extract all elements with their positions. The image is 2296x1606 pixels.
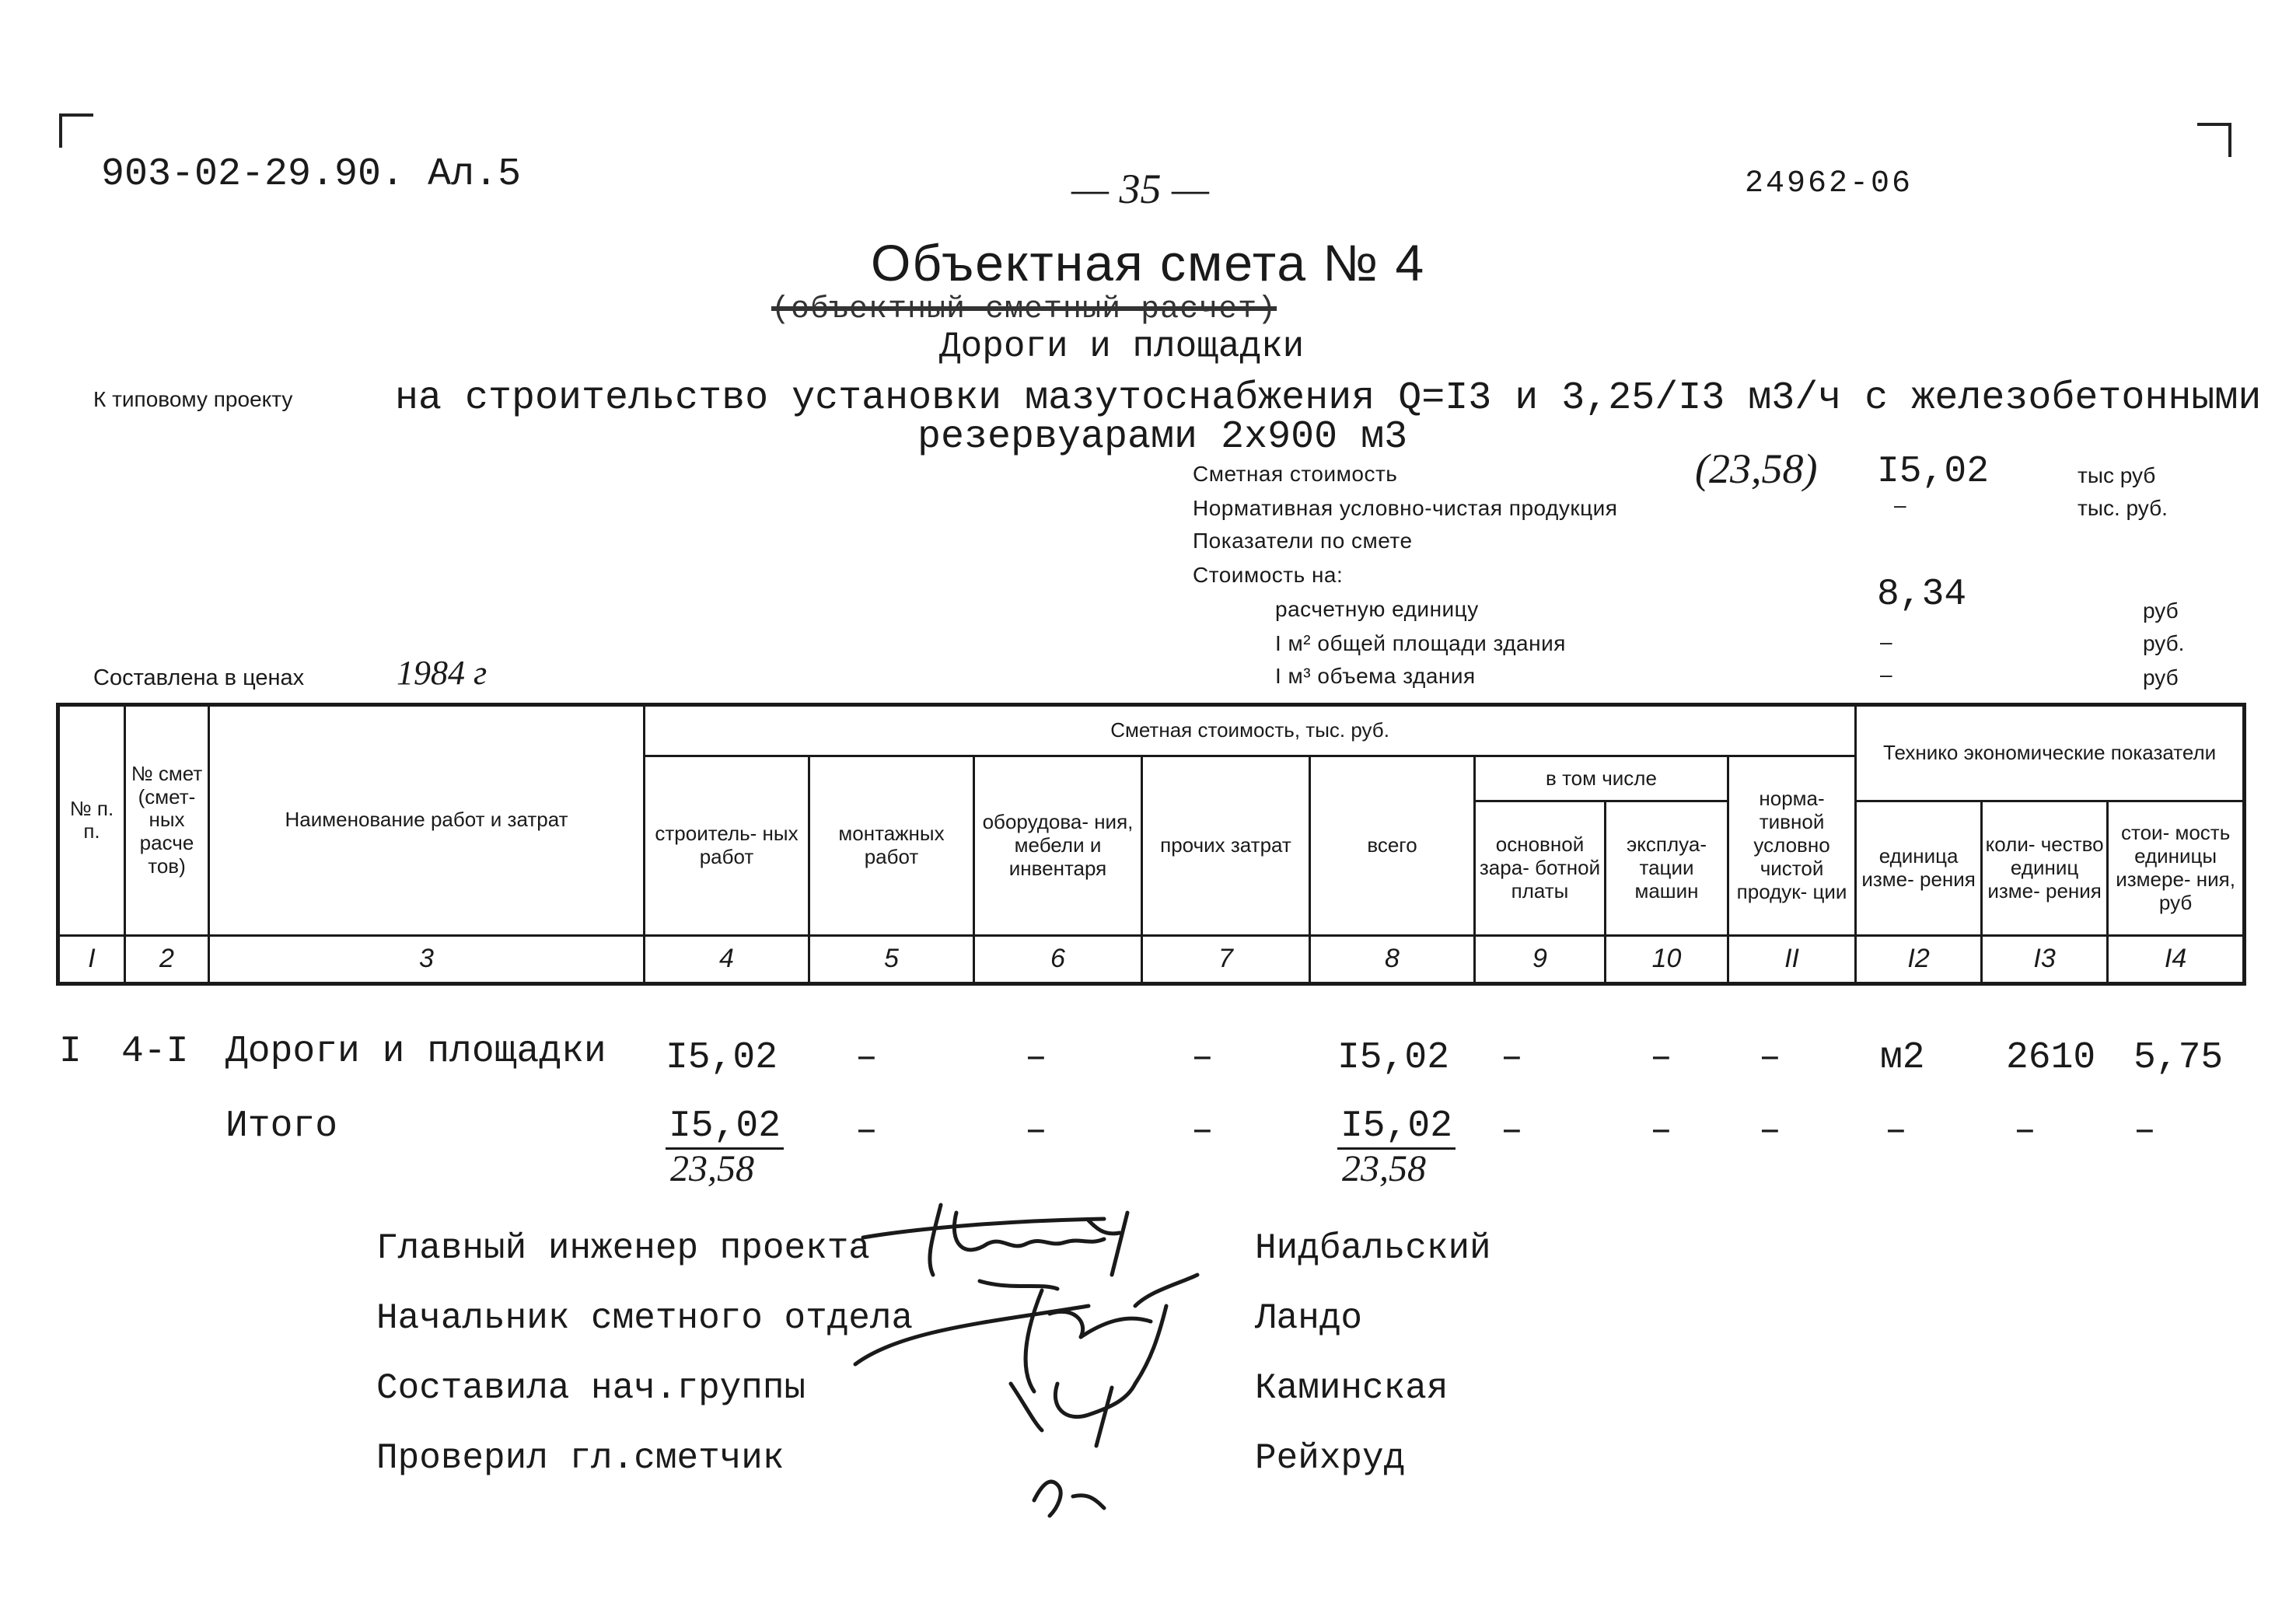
cost-handwritten: (23,58): [1695, 445, 1818, 492]
project-label: К типовому проекту: [93, 387, 293, 411]
header-machines: эксплуа- тации машин: [1606, 801, 1728, 935]
estimate-subtitle: Дороги и площадки: [939, 326, 1305, 367]
column-number: 7: [1142, 935, 1310, 983]
header-wages: основной зара- ботной платы: [1475, 801, 1606, 935]
column-number: I2: [1856, 935, 1982, 983]
signature-name: Ландо: [1255, 1298, 1363, 1339]
totals-unit: –: [1885, 1110, 1907, 1152]
row-unit: м2: [1880, 1037, 1925, 1079]
cost-label: Сметная стоимость: [1193, 462, 1398, 486]
header-including: в том числе: [1475, 756, 1728, 801]
per-area-label: I м² общей площади здания: [1275, 631, 1566, 655]
totals-total-handwritten: 23,58: [1342, 1148, 1426, 1189]
signature-role: Составила нач.группы: [376, 1368, 806, 1409]
signature-role: Начальник сметного отдела: [376, 1298, 914, 1339]
header-total: всего: [1310, 756, 1475, 936]
cost-unit: тыс руб: [2078, 463, 2156, 487]
column-number: 9: [1475, 935, 1606, 983]
totals-construction: I5,02: [666, 1105, 784, 1150]
column-number: II: [1728, 935, 1856, 983]
row-installation: –: [855, 1037, 878, 1079]
prices-label: Составлена в ценах: [93, 665, 305, 690]
row-name: Дороги и площадки: [225, 1031, 606, 1073]
column-number: 3: [209, 935, 645, 983]
document-number: 903-02-29.90. Ал.5: [101, 152, 522, 197]
header-construction: строитель- ных работ: [645, 756, 809, 936]
project-description-line-2: резервуарами 2х900 м3: [917, 415, 1408, 459]
column-number: I4: [2108, 935, 2245, 983]
cost-per-label: Стоимость на:: [1193, 563, 1344, 587]
normative-unit: тыс. руб.: [2078, 496, 2168, 520]
prices-year: 1984 г: [397, 654, 488, 692]
row-unit-cost: 5,75: [2133, 1037, 2224, 1079]
header-normative: норма- тивной условно чистой продук- ции: [1728, 756, 1856, 936]
corner-mark-top-right: [2197, 123, 2231, 157]
totals-equipment: –: [1025, 1110, 1047, 1152]
per-area-unit: руб.: [2143, 631, 2185, 655]
crossed-out-subtitle: (объектный сметный расчет): [771, 292, 1277, 327]
per-volume-value: –: [1880, 662, 1893, 686]
archive-number: 24962-06: [1745, 166, 1913, 201]
row-other: –: [1191, 1037, 1214, 1079]
signature-name: Нидбальский: [1255, 1228, 1491, 1269]
per-volume-unit: руб: [2143, 665, 2179, 690]
page-number: — 35 —: [1071, 166, 1210, 212]
totals-machines: –: [1650, 1110, 1672, 1152]
column-number: 5: [809, 935, 974, 983]
per-volume-label: I м³ объема здания: [1275, 664, 1476, 688]
row-normative: –: [1759, 1037, 1781, 1079]
column-number: I3: [1982, 935, 2108, 983]
header-quantity: коли- чество единиц изме- рения: [1982, 801, 2108, 935]
row-estimate-num: 4-I: [121, 1031, 189, 1073]
per-area-value: –: [1880, 630, 1893, 654]
header-unit: единица изме- рения: [1856, 801, 1982, 935]
header-estimate-num: № смет (смет- ных расче тов): [125, 705, 209, 936]
signature-role: Главный инженер проекта: [376, 1228, 870, 1269]
handwritten-signatures: [855, 1189, 1244, 1531]
column-number: 6: [974, 935, 1142, 983]
corner-mark-top-left: [59, 113, 93, 148]
signature-name: Каминская: [1255, 1368, 1449, 1409]
column-number: 2: [125, 935, 209, 983]
header-num: № п. п.: [58, 705, 125, 936]
column-number: 10: [1606, 935, 1728, 983]
row-quantity: 2610: [2006, 1037, 2096, 1079]
totals-normative: –: [1759, 1110, 1781, 1152]
header-equipment: оборудова- ния, мебели и инвентаря: [974, 756, 1142, 936]
row-equipment: –: [1025, 1037, 1047, 1079]
per-unit-label: расчетную единицу: [1275, 597, 1479, 621]
column-number: 4: [645, 935, 809, 983]
header-cost-group: Сметная стоимость, тыс. руб.: [645, 705, 1856, 756]
row-construction: I5,02: [666, 1037, 778, 1079]
cost-value: I5,02: [1877, 451, 1990, 493]
totals-label: Итого: [225, 1105, 338, 1147]
totals-quantity: –: [2014, 1110, 2036, 1152]
totals-construction-handwritten: 23,58: [670, 1148, 754, 1189]
totals-installation: –: [855, 1110, 878, 1152]
totals-unit-cost: –: [2133, 1110, 2156, 1152]
row-total: I5,02: [1337, 1037, 1450, 1079]
totals-other: –: [1191, 1110, 1214, 1152]
totals-wages: –: [1501, 1110, 1523, 1152]
normative-label: Нормативная условно-чистая продукция: [1193, 496, 1618, 520]
header-other: прочих затрат: [1142, 756, 1310, 936]
indicators-label: Показатели по смете: [1193, 529, 1413, 553]
per-unit-unit: руб: [2143, 599, 2179, 623]
column-number: I: [58, 935, 125, 983]
header-name: Наименование работ и затрат: [209, 705, 645, 936]
page-title: Объектная смета № 4: [871, 234, 1426, 292]
per-unit-value: 8,34: [1877, 574, 1967, 616]
signature-role: Проверил гл.сметчик: [376, 1438, 785, 1479]
header-installation: монтажных работ: [809, 756, 974, 936]
estimate-header-table: [56, 703, 2246, 986]
row-wages: –: [1501, 1037, 1523, 1079]
column-number: 8: [1310, 935, 1475, 983]
project-description-line-1: на строительство установки мазутоснабжения Q=I3 и 3,25/I3 м3/ч с железобетонными: [395, 376, 2262, 421]
totals-total: I5,02: [1337, 1105, 1456, 1150]
normative-value: –: [1894, 493, 1907, 517]
row-machines: –: [1650, 1037, 1672, 1079]
row-num: I: [59, 1031, 82, 1073]
header-unit-cost: стои- мость единицы измере- ния, руб: [2108, 801, 2245, 935]
signature-name: Рейхруд: [1255, 1438, 1406, 1479]
header-tech-group: Технико экономические показатели: [1856, 705, 2245, 801]
